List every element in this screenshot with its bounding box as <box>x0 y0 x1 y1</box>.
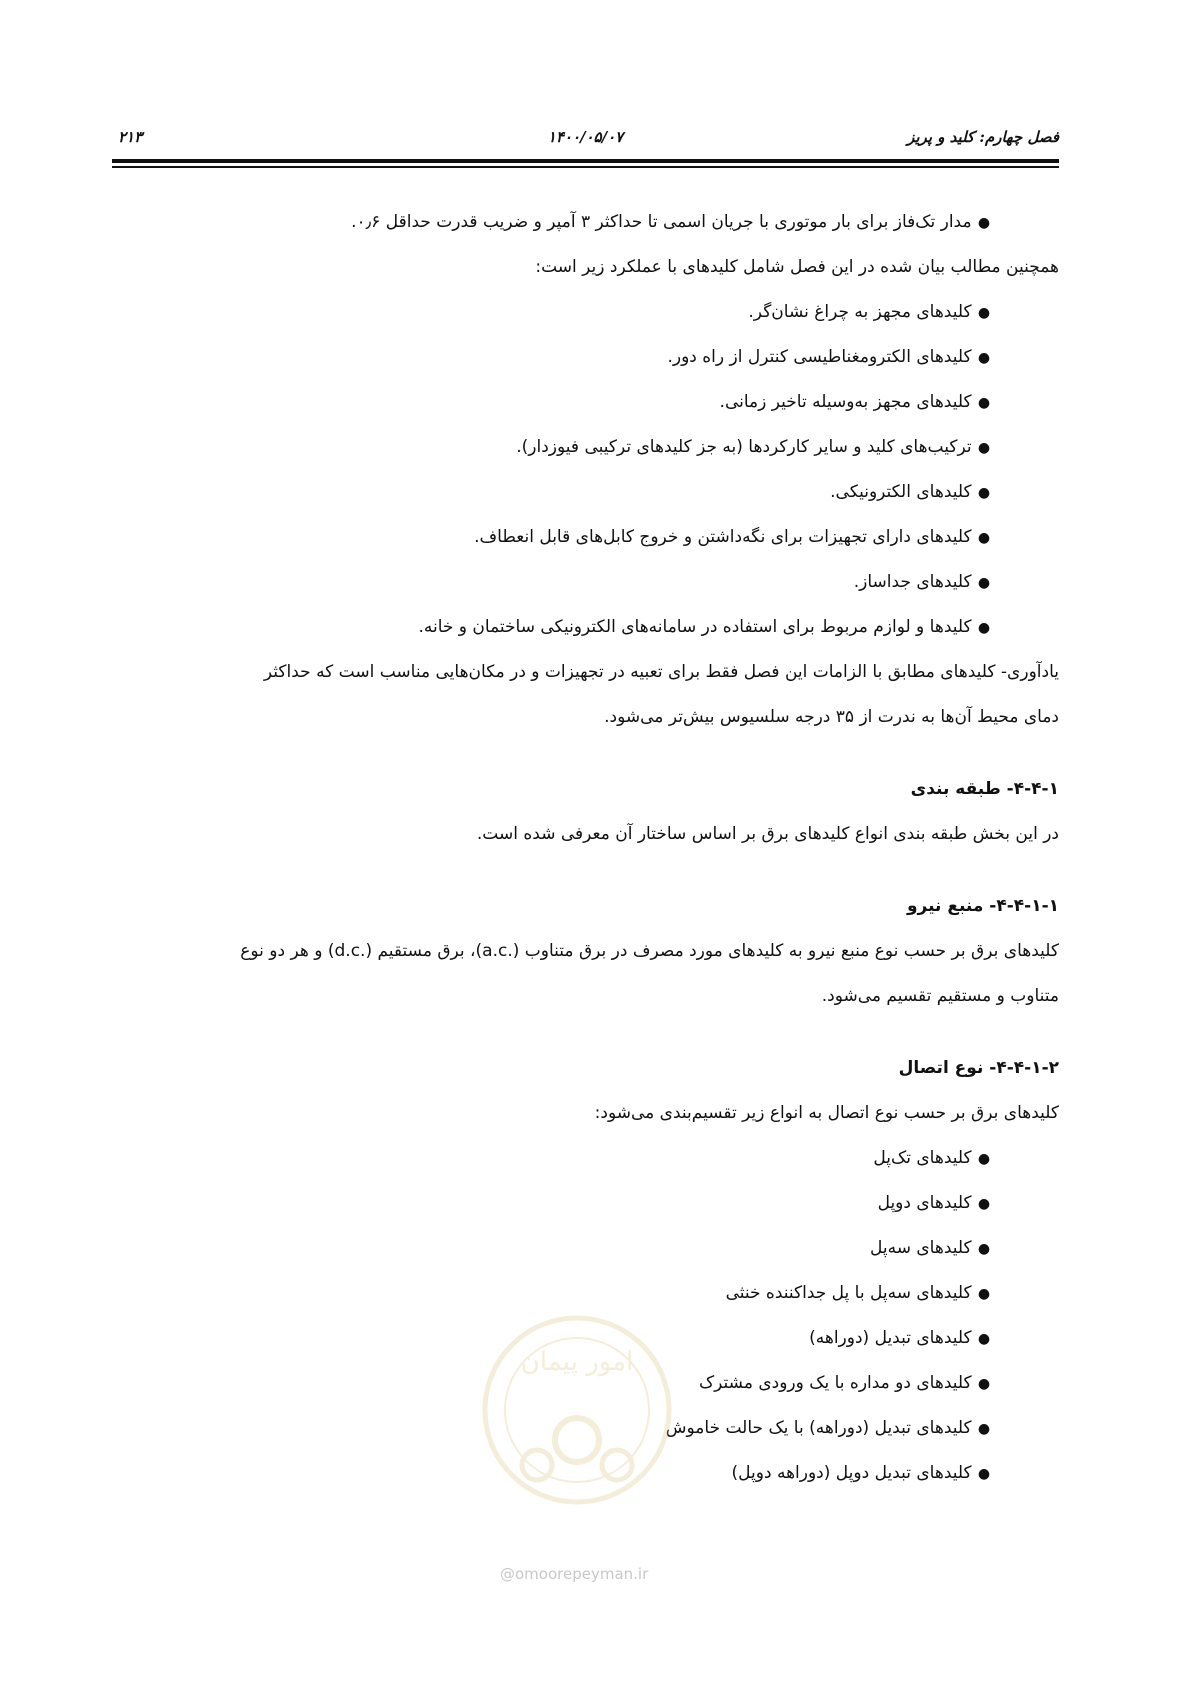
watermark-logo <box>477 1300 677 1530</box>
list-item: ● کلیدهای مجهز به چراغ نشان‌گر. <box>112 300 1059 345</box>
list-item: ● کلیدهای جداساز. <box>112 570 1059 615</box>
page-header <box>112 118 1059 158</box>
bullet-icon: ● <box>977 305 991 321</box>
bullet-icon: ● <box>977 620 991 636</box>
header-date: ۱۴۰۰/۰۵/۰۷ <box>547 128 624 146</box>
bullet-icon: ● <box>977 575 991 591</box>
chapter-title: فصل چهارم: کلید و پریز <box>907 128 1059 146</box>
bullet-icon: ● <box>977 530 991 546</box>
section-body-line-1: کلیدهای برق بر حسب نوع منبع نیرو به کلیدهای مورد مصرف در برق متناوب (.a.c)، برق مستقیم (.d.c) و هر دو نوع <box>240 941 1059 961</box>
scope-intro: همچنین مطالب بیان شده در این فصل شامل کلیدهای با عملکرد زیر است: <box>535 257 1059 277</box>
bullet-icon: ● <box>977 1241 991 1257</box>
watermark-text: امور پیمان <box>520 1347 634 1377</box>
bullet-icon: ● <box>977 395 991 411</box>
bullet-icon: ● <box>977 1286 991 1302</box>
page-number: ۲۱۳ <box>118 128 143 146</box>
section-intro: کلیدهای برق بر حسب نوع اتصال به انواع زیر تقسیم‌بندی می‌شود: <box>594 1103 1059 1123</box>
scope-list <box>112 300 1059 660</box>
list-item: ● کلیدهای سه‌پل با پل جداکننده خنثی <box>112 1281 1059 1326</box>
bullet-icon: ● <box>977 1421 991 1437</box>
list-item: ● کلیدهای تبدیل (دوراهه) با یک حالت خاموش <box>112 1416 1059 1461</box>
header-rule-thick <box>112 159 1059 163</box>
list-item: ● ترکیب‌های کلید و سایر کارکردها (به جز کلیدهای ترکیبی فیوزدار). <box>112 435 1059 480</box>
section-heading: ۴-۴-۱-۲- نوع اتصال <box>898 1058 1059 1078</box>
list-item: ● کلیدهای مجهز به‌وسیله تاخیر زمانی. <box>112 390 1059 435</box>
intro-bullet-text: مدار تک‌فاز برای بار موتوری با جریان اسمی تا حداکثر ۳ آمپر و ضریب قدرت حداقل ۰٫۶. <box>351 212 972 232</box>
watermark-url: @omoorepeyman.ir <box>500 1565 649 1583</box>
bullet-icon: ● <box>977 215 991 231</box>
bullet-icon: ● <box>977 1376 991 1392</box>
list-item: ● کلیدهای سه‌پل <box>112 1236 1059 1281</box>
section-body: در این بخش طبقه بندی انواع کلیدهای برق بر اساس ساختار آن معرفی شده است. <box>476 824 1059 844</box>
bullet-icon: ● <box>977 440 991 456</box>
note-line-1: یادآوری- کلیدهای مطابق با الزامات این فصل فقط برای تعبیه در تجهیزات و در مکان‌هایی مناسب است که حداکثر <box>263 662 1059 682</box>
list-item: ● کلیدهای الکترومغناطیسی کنترل از راه دور. <box>112 345 1059 390</box>
header-rule-thin <box>112 166 1059 168</box>
list-item: ● کلیدهای تبدیل دوپل (دوراهه دوپل) <box>112 1461 1059 1506</box>
list-item: ● کلیدهای تک‌پل <box>112 1146 1059 1191</box>
list-item: ● کلیدهای الکترونیکی. <box>112 480 1059 525</box>
list-item: ● کلیدهای تبدیل (دوراهه) <box>112 1326 1059 1371</box>
bullet-icon: ● <box>977 1151 991 1167</box>
list-item: ● کلیدها و لوازم مربوط برای استفاده در سامانه‌های الکترونیکی ساختمان و خانه. <box>112 615 1059 660</box>
list-item: ● کلیدهای دارای تجهیزات برای نگه‌داشتن و خروج کابل‌های قابل انعطاف. <box>112 525 1059 570</box>
section-body-line-2: متناوب و مستقیم تقسیم می‌شود. <box>821 986 1059 1006</box>
note-line-2: دمای محیط آن‌ها به ندرت از ۳۵ درجه سلسیوس بیش‌تر می‌شود. <box>604 707 1059 727</box>
bullet-icon: ● <box>977 485 991 501</box>
section-heading: ۴-۴-۱- طبقه بندی <box>910 779 1059 799</box>
list-item: ● کلیدهای دوپل <box>112 1191 1059 1236</box>
list-item: ● کلیدهای دو مداره با یک ورودی مشترک <box>112 1371 1059 1416</box>
intro-bullet <box>112 210 1059 255</box>
bullet-icon: ● <box>977 350 991 366</box>
bullet-icon: ● <box>977 1331 991 1347</box>
bullet-icon: ● <box>977 1196 991 1212</box>
section-heading: ۴-۴-۱-۱- منبع نیرو <box>906 896 1059 916</box>
bullet-icon: ● <box>977 1466 991 1482</box>
